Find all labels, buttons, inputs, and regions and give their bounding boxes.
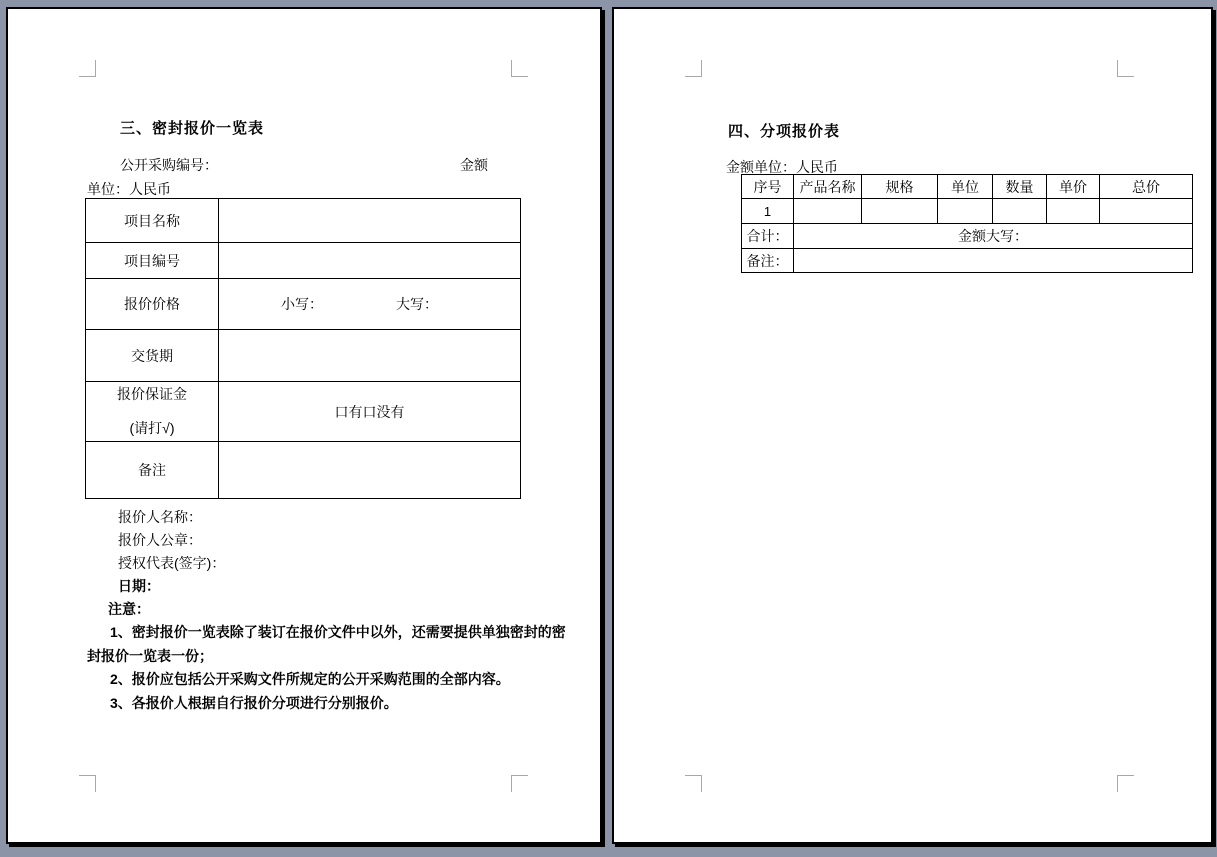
text-margin-corner-mark (79, 60, 96, 77)
text-margin-corner-mark (511, 60, 528, 77)
note-3: 3、各报价人根据自行报价分项进行分别报价。 (110, 695, 398, 711)
total-label-cell: 合计： (742, 224, 794, 249)
table-row (86, 442, 521, 499)
note-1-line-2: 封报价一览表一份； (87, 648, 213, 664)
row-label-quote-price: 报价价格 (86, 279, 219, 330)
note-2: 2、报价应包括公开采购文件所规定的公开采购范围的全部内容。 (110, 671, 510, 687)
col-header-serial-no: 序号 (742, 175, 794, 199)
notes-title: 注意： (108, 601, 150, 617)
unit-cell[interactable] (938, 199, 993, 224)
table-row (742, 199, 1193, 224)
remark-label-cell: 备注： (742, 249, 794, 273)
col-header-unit-price: 单价 (1047, 175, 1100, 199)
col-header-product-name: 产品名称 (794, 175, 862, 199)
date-label: 日期： (118, 578, 160, 594)
text-margin-corner-mark (511, 775, 528, 792)
amount-unit-label: 金额单位：人民币 (726, 159, 838, 175)
procurement-number-label: 公开采购编号： (120, 157, 218, 173)
deposit-checkbox-cell[interactable]: 口有口没有 (219, 382, 521, 442)
table-row (742, 249, 1193, 273)
remark-value-cell[interactable] (794, 249, 1193, 273)
project-name-value-cell[interactable] (219, 199, 521, 243)
text-margin-corner-mark (1117, 775, 1134, 792)
authorized-representative-label: 授权代表(签字)： (118, 555, 226, 571)
section-title-itemized-quote: 四、分项报价表 (728, 123, 841, 140)
product-name-cell[interactable] (794, 199, 862, 224)
row-label-remarks: 备注 (86, 442, 219, 499)
remarks-value-cell[interactable] (219, 442, 521, 499)
table-row (86, 382, 521, 442)
col-header-total-price: 总价 (1100, 175, 1193, 199)
table-row (86, 243, 521, 279)
text-margin-corner-mark (1117, 60, 1134, 77)
text-margin-corner-mark (685, 60, 702, 77)
table-row (86, 279, 521, 330)
row-label-project-number: 项目编号 (86, 243, 219, 279)
quantity-cell[interactable] (993, 199, 1047, 224)
table-row (742, 224, 1193, 249)
document-page-1[interactable] (6, 7, 602, 844)
col-header-spec: 规格 (862, 175, 938, 199)
document-page-2[interactable] (612, 7, 1213, 844)
table-header-row (742, 175, 1193, 199)
col-header-quantity: 数量 (993, 175, 1047, 199)
amount-unit-line-part2: 单位：人民币 (87, 181, 171, 197)
delivery-period-value-cell[interactable] (219, 330, 521, 382)
spec-cell[interactable] (862, 199, 938, 224)
row-label-delivery-period: 交货期 (86, 330, 219, 382)
amount-unit-line-part1: 金额 (460, 157, 488, 173)
table-row (86, 199, 521, 243)
amount-in-words-cell[interactable]: 金额大写： (794, 224, 1193, 249)
section-title-sealed-quote: 三、密封报价一览表 (120, 120, 265, 137)
table-row (86, 330, 521, 382)
price-words-label: 大写： (396, 296, 438, 312)
itemized-quote-table (741, 174, 1193, 273)
unit-price-cell[interactable] (1047, 199, 1100, 224)
quoter-seal-label: 报价人公章： (118, 532, 202, 548)
price-numeral-label: 小写： (281, 296, 323, 312)
text-margin-corner-mark (685, 775, 702, 792)
row-label-project-name: 项目名称 (86, 199, 219, 243)
quoter-name-label: 报价人名称： (118, 509, 202, 525)
row-label-bid-deposit (86, 382, 219, 442)
total-price-cell[interactable] (1100, 199, 1193, 224)
deposit-label-line2: (请打√) (129, 420, 175, 436)
serial-no-cell: 1 (742, 199, 794, 224)
deposit-label-line1: 报价保证金 (117, 386, 187, 402)
note-1-line-1: 1、密封报价一览表除了装订在报价文件中以外，还需要提供单独密封的密 (110, 624, 566, 640)
text-margin-corner-mark (79, 775, 96, 792)
sealed-quote-summary-table (85, 198, 521, 499)
quote-price-value-cell[interactable] (219, 279, 521, 330)
col-header-unit: 单位 (938, 175, 993, 199)
project-number-value-cell[interactable] (219, 243, 521, 279)
